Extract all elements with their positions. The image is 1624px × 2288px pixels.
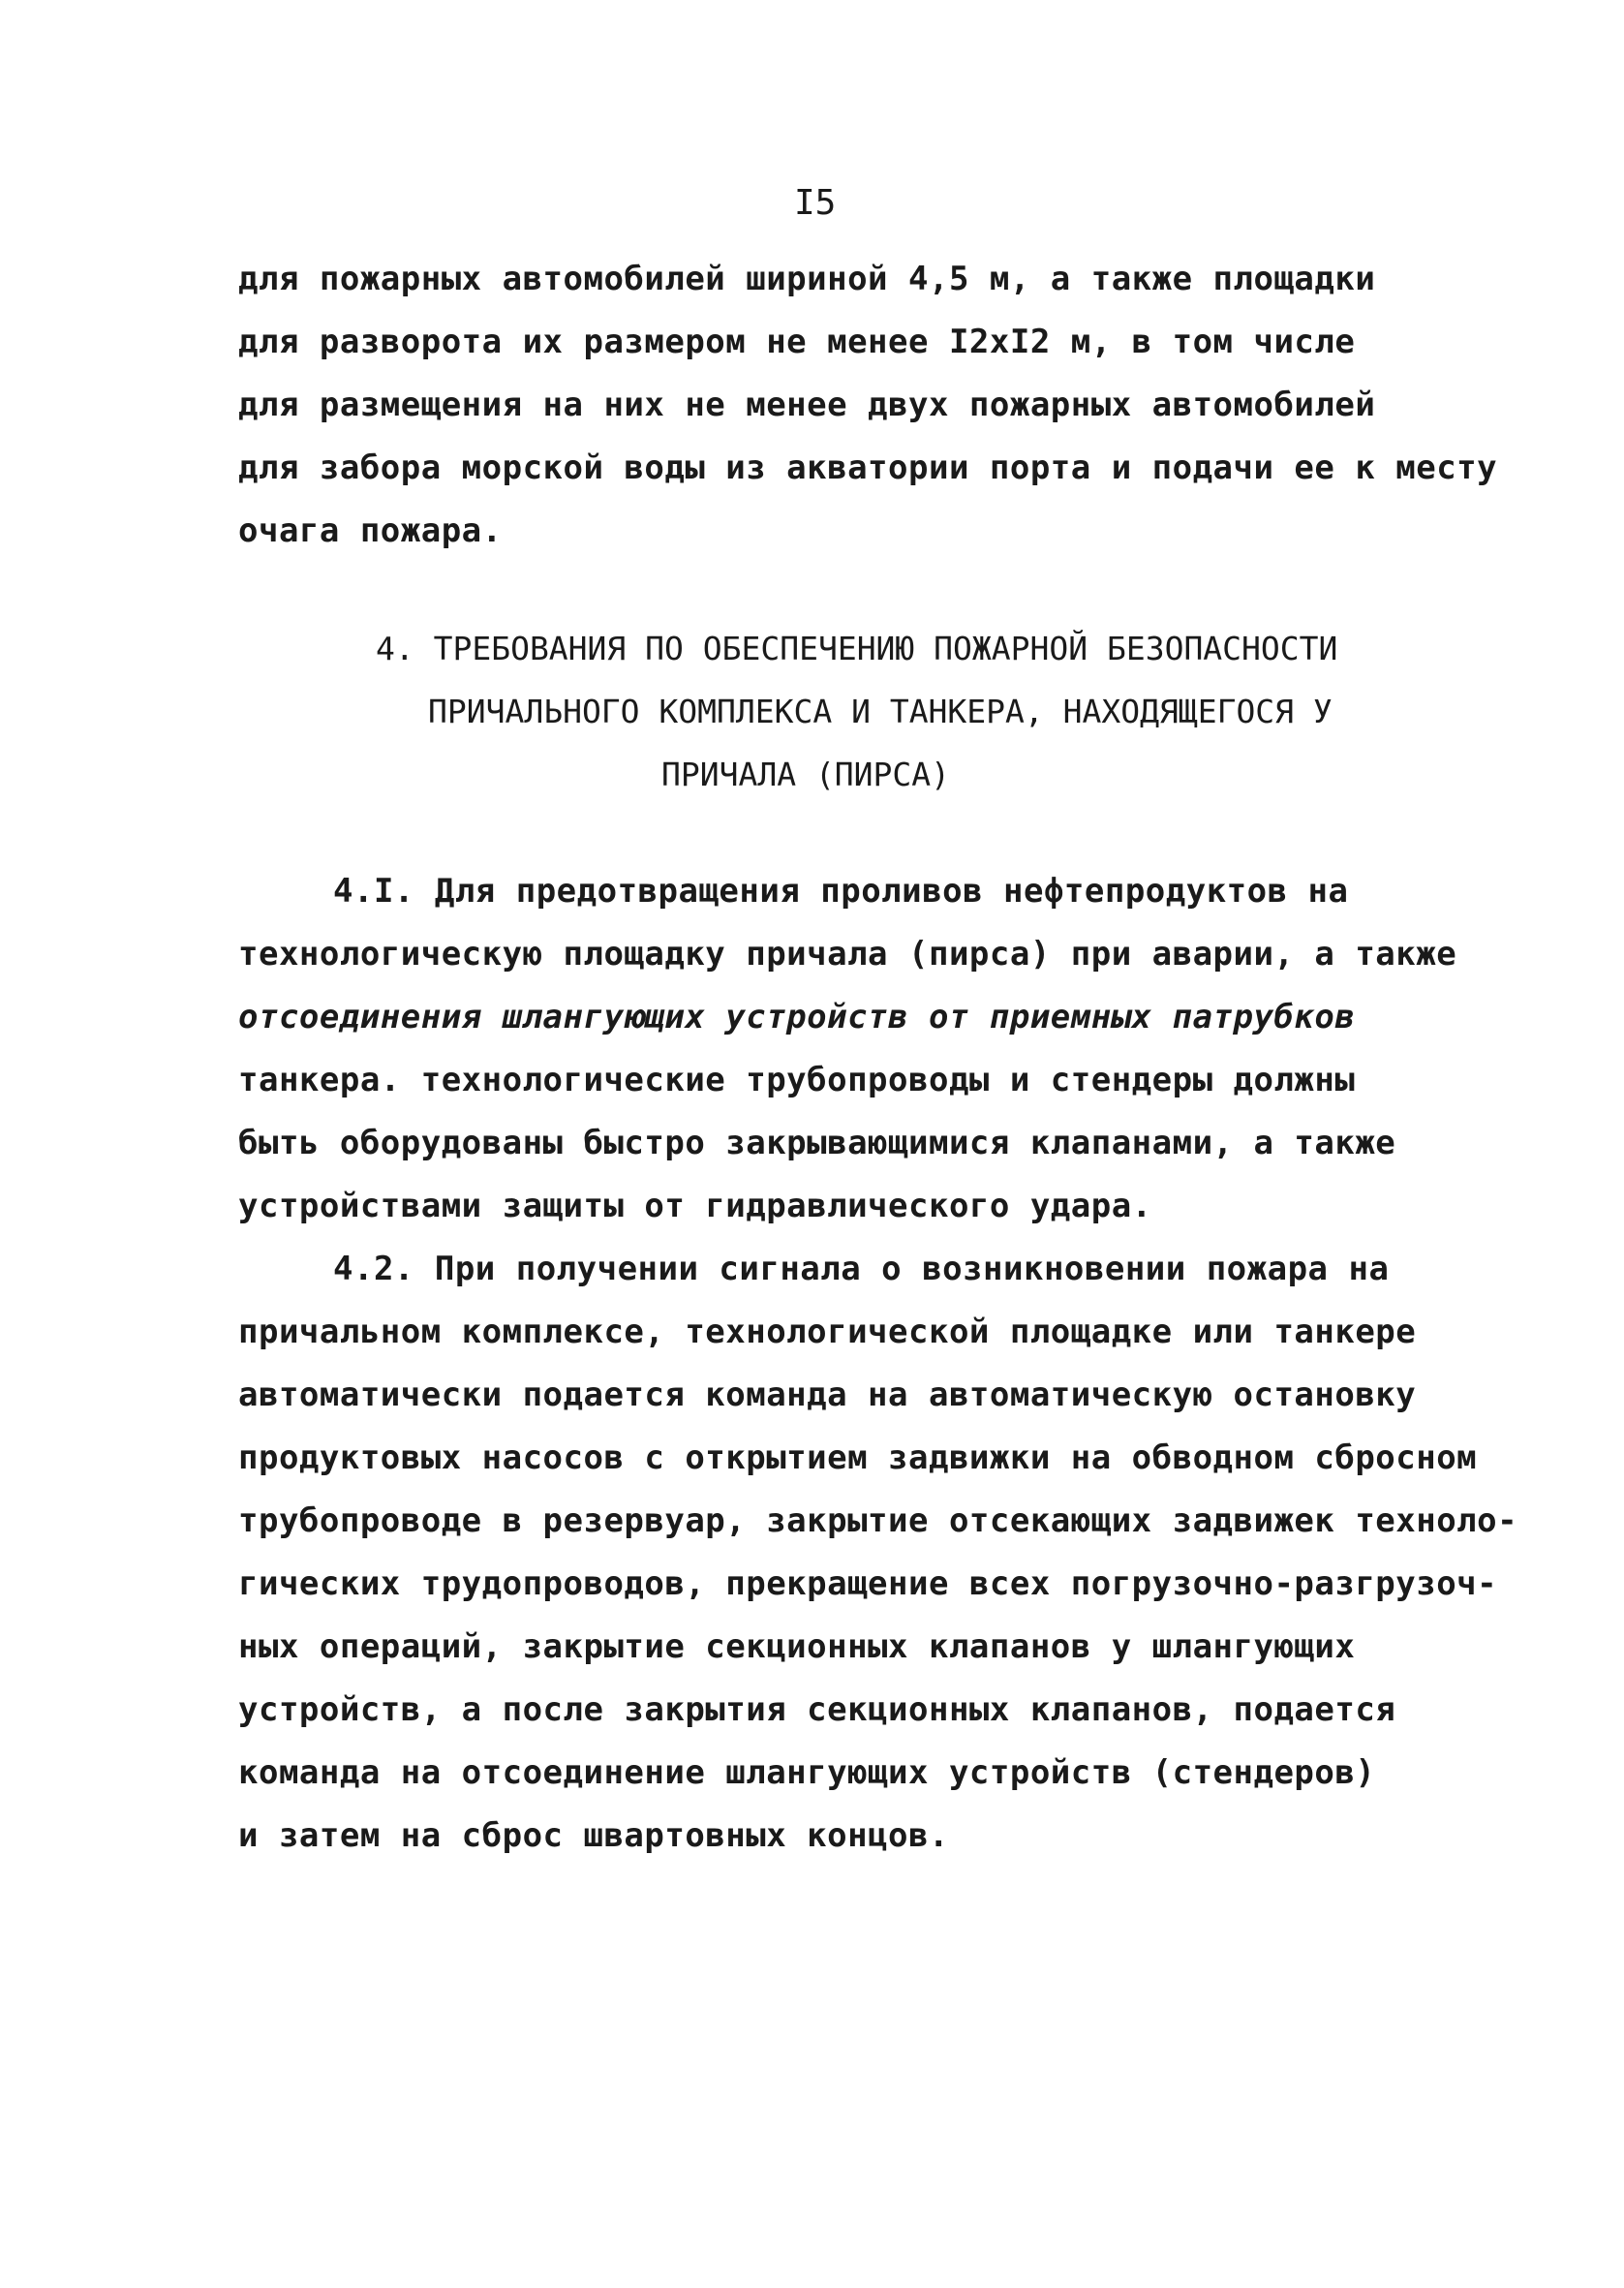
text-line: для разворота их размером не менее I2xI2 м, в том числе	[238, 323, 1356, 361]
text-line: для забора морской воды из акватории порта и подачи ее к месту	[238, 448, 1498, 487]
section-heading-line: 4. ТРЕБОВАНИЯ ПО ОБЕСПЕЧЕНИЮ ПОЖАРНОЙ БЕЗОПАСНОСТИ	[376, 630, 1338, 667]
text-line: трубопроводе в резервуар, закрытие отсекающих задвижек техноло-	[238, 1501, 1518, 1540]
text-line: и затем на сброс швартовных концов.	[238, 1816, 949, 1855]
text-line: гических трудопроводов, прекращение всех погрузочно-разгрузоч-	[238, 1564, 1498, 1603]
text-line: отсоединения шлангующих устройств от приемных патрубков	[238, 998, 1356, 1036]
text-line: танкера. технологические трубопроводы и стендеры должны	[238, 1061, 1356, 1099]
text-line: быть оборудованы быстро закрывающимися клапанами, а также	[238, 1124, 1396, 1162]
text-line: 4.I. Для предотвращения проливов нефтепродуктов на	[333, 872, 1349, 911]
section-heading-line: ПРИЧАЛЬНОГО КОМПЛЕКСА И ТАНКЕРА, НАХОДЯЩЕГОСЯ У	[428, 693, 1333, 730]
section-heading-line: ПРИЧАЛА (ПИРСА)	[661, 756, 951, 793]
text-line: очага пожара.	[238, 511, 503, 550]
text-line: устройствами защиты от гидравлического удара.	[238, 1187, 1152, 1225]
text-line: автоматически подается команда на автоматическую остановку	[238, 1376, 1417, 1414]
text-line: технологическую площадку причала (пирса) при аварии, а также	[238, 935, 1457, 974]
text-line: продуктовых насосов с открытием задвижки на обводном сбросном	[238, 1438, 1478, 1477]
text-line: для размещения на них не менее двух пожарных автомобилей	[238, 386, 1376, 424]
text-line: для пожарных автомобилей шириной 4,5 м, а также площадки	[238, 260, 1376, 298]
text-line: команда на отсоединение шлангующих устройств (стендеров)	[238, 1753, 1376, 1792]
text-line: устройств, а после закрытия секционных клапанов, подается	[238, 1690, 1396, 1729]
text-line: 4.2. При получении сигнала о возникновении пожара на	[333, 1250, 1390, 1288]
text-line: ных операций, закрытие секционных клапанов у шлангующих	[238, 1627, 1356, 1666]
page-number: I5	[794, 183, 837, 223]
text-line: причальном комплексе, технологической площадке или танкере	[238, 1313, 1417, 1351]
